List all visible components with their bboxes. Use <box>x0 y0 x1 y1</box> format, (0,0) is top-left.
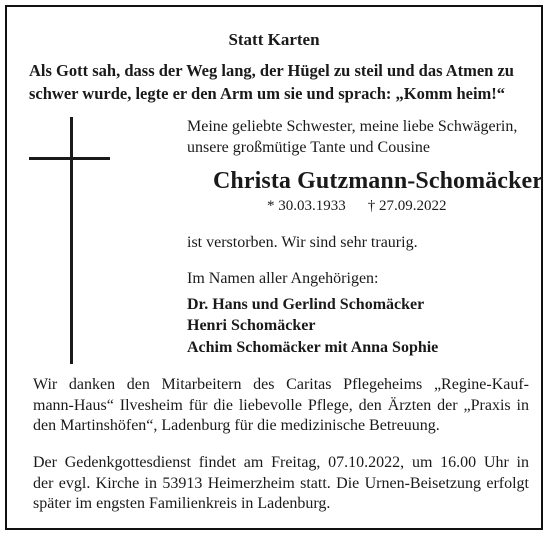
quote-line-1: Als Gott sah, dass der Weg lang, der Hügel zu steil und das Atmen zu <box>29 61 514 80</box>
service-paragraph <box>33 453 529 515</box>
death-date: † 27.09.2022 <box>367 198 447 214</box>
obituary-card <box>5 5 543 530</box>
mourner-name: Dr. Hans und Gerlind Schomäcker <box>187 296 425 313</box>
cross-icon-vertical <box>70 117 73 364</box>
thanks-paragraph <box>33 375 529 437</box>
deceased-name: Christa Gutzmann-Schomäcker <box>213 168 544 194</box>
cross-icon-horizontal <box>29 157 110 160</box>
intro-line-1: Meine geliebte Schwester, meine liebe Schwägerin, <box>187 118 518 135</box>
passed-text: ist verstorben. Wir sind sehr traurig. <box>187 234 418 251</box>
service-line: Der Gedenkgottesdienst findet am Freitag, 07.10.2022, um 16.00 Uhr in <box>33 454 529 471</box>
quote-line-2: schwer wurde, legte er den Arm um sie und sprach: „Komm heim!“ <box>29 84 506 103</box>
service-line: der evgl. Kirche in 53913 Heimerzheim statt. Die Urnen-Beisetzung erfolgt <box>33 474 529 492</box>
intro-line-2: unsere großmütige Tante und Cousine <box>187 139 430 156</box>
thanks-line: Wir danken den Mitarbeitern des Caritas Pflegeheims „Regine-Kauf- <box>33 376 529 393</box>
heading: Statt Karten <box>228 30 320 49</box>
mourner-name: Achim Schomäcker mit Anna Sophie <box>187 339 439 356</box>
thanks-line: den Martinshöfen“, Ladenburg für die medizinische Betreuung. <box>33 417 440 434</box>
service-line: später im engsten Familienkreis in Ladenburg. <box>33 495 331 512</box>
thanks-line: mann-Haus“ Ilvesheim für die liebevolle Pflege, den Ärzten der „Praxis in <box>33 396 529 414</box>
birth-date: * 30.03.1933 <box>267 198 346 214</box>
mourners-intro: Im Namen aller Angehörigen: <box>187 270 379 287</box>
life-dates <box>267 198 447 215</box>
mourner-name: Henri Schomäcker <box>187 317 316 334</box>
